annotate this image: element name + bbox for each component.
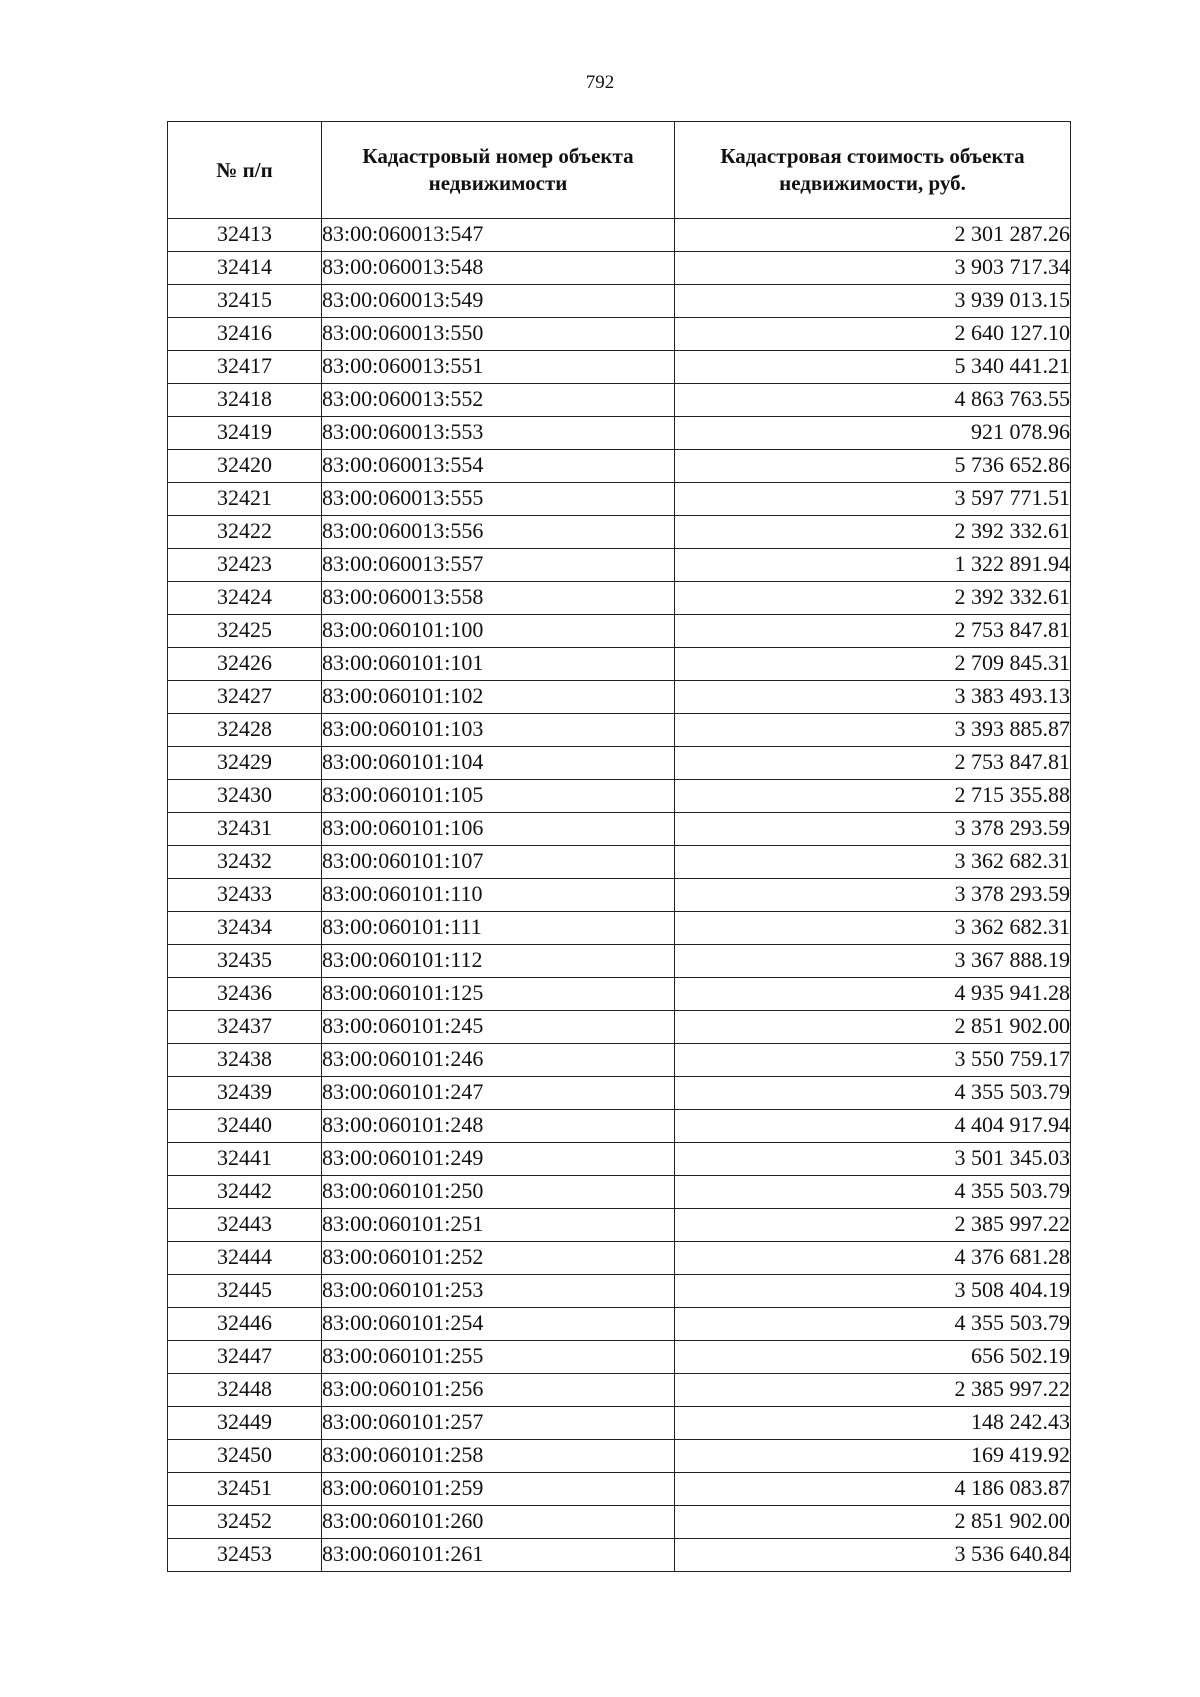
row-number-cell: 32436 <box>168 978 322 1011</box>
table-row <box>168 1044 1071 1077</box>
table-row <box>168 879 1071 912</box>
row-number-cell: 32435 <box>168 945 322 978</box>
table-row <box>168 846 1071 879</box>
row-number-cell: 32417 <box>168 351 322 384</box>
cadastral-value-cell: 3 939 013.15 <box>675 285 1071 318</box>
cadastral-number-cell: 83:00:060013:551 <box>322 351 675 384</box>
cadastral-number-cell: 83:00:060013:550 <box>322 318 675 351</box>
table-row <box>168 648 1071 681</box>
cadastral-number-cell: 83:00:060101:253 <box>322 1275 675 1308</box>
table-row <box>168 582 1071 615</box>
cadastral-value-cell: 2 392 332.61 <box>675 516 1071 549</box>
cadastral-number-cell: 83:00:060013:558 <box>322 582 675 615</box>
cadastral-value-cell: 2 392 332.61 <box>675 582 1071 615</box>
cadastral-number-cell: 83:00:060013:549 <box>322 285 675 318</box>
row-number-cell: 32425 <box>168 615 322 648</box>
cadastral-number-cell: 83:00:060101:257 <box>322 1407 675 1440</box>
cadastral-value-cell: 169 419.92 <box>675 1440 1071 1473</box>
row-number-cell: 32447 <box>168 1341 322 1374</box>
row-number-cell: 32418 <box>168 384 322 417</box>
table-row <box>168 615 1071 648</box>
cadastral-number-cell: 83:00:060013:547 <box>322 219 675 252</box>
cadastral-number-cell: 83:00:060013:556 <box>322 516 675 549</box>
cadastral-number-cell: 83:00:060101:246 <box>322 1044 675 1077</box>
row-number-cell: 32420 <box>168 450 322 483</box>
cadastral-number-cell: 83:00:060101:250 <box>322 1176 675 1209</box>
table-row <box>168 1077 1071 1110</box>
row-number-cell: 32438 <box>168 1044 322 1077</box>
cadastral-number-cell: 83:00:060101:245 <box>322 1011 675 1044</box>
cadastral-value-cell: 656 502.19 <box>675 1341 1071 1374</box>
cadastral-value-cell: 921 078.96 <box>675 417 1071 450</box>
header-row-number: № п/п <box>168 122 322 219</box>
table-row <box>168 351 1071 384</box>
row-number-cell: 32415 <box>168 285 322 318</box>
cadastral-number-cell: 83:00:060101:261 <box>322 1539 675 1572</box>
cadastral-number-cell: 83:00:060101:260 <box>322 1506 675 1539</box>
cadastral-value-cell: 5 340 441.21 <box>675 351 1071 384</box>
cadastral-value-cell: 3 362 682.31 <box>675 846 1071 879</box>
cadastral-value-cell: 2 753 847.81 <box>675 747 1071 780</box>
cadastral-value-cell: 2 301 287.26 <box>675 219 1071 252</box>
cadastral-value-cell: 4 376 681.28 <box>675 1242 1071 1275</box>
row-number-cell: 32429 <box>168 747 322 780</box>
table-row <box>168 747 1071 780</box>
cadastral-number-cell: 83:00:060101:102 <box>322 681 675 714</box>
cadastral-value-cell: 2 385 997.22 <box>675 1374 1071 1407</box>
cadastral-number-cell: 83:00:060101:254 <box>322 1308 675 1341</box>
row-number-cell: 32445 <box>168 1275 322 1308</box>
cadastral-value-cell: 3 550 759.17 <box>675 1044 1071 1077</box>
cadastral-number-cell: 83:00:060101:258 <box>322 1440 675 1473</box>
table-row <box>168 252 1071 285</box>
table-row <box>168 1539 1071 1572</box>
cadastral-number-cell: 83:00:060101:104 <box>322 747 675 780</box>
row-number-cell: 32451 <box>168 1473 322 1506</box>
cadastral-value-cell: 4 863 763.55 <box>675 384 1071 417</box>
table-row <box>168 1242 1071 1275</box>
table-row <box>168 1341 1071 1374</box>
table-row <box>168 318 1071 351</box>
cadastral-number-cell: 83:00:060013:555 <box>322 483 675 516</box>
cadastral-value-cell: 5 736 652.86 <box>675 450 1071 483</box>
cadastral-number-cell: 83:00:060013:554 <box>322 450 675 483</box>
cadastral-number-cell: 83:00:060101:112 <box>322 945 675 978</box>
cadastral-value-cell: 2 709 845.31 <box>675 648 1071 681</box>
cadastral-number-cell: 83:00:060101:106 <box>322 813 675 846</box>
table-row <box>168 1209 1071 1242</box>
row-number-cell: 32430 <box>168 780 322 813</box>
cadastral-value-cell: 3 508 404.19 <box>675 1275 1071 1308</box>
row-number-cell: 32450 <box>168 1440 322 1473</box>
row-number-cell: 32432 <box>168 846 322 879</box>
cadastral-number-cell: 83:00:060101:259 <box>322 1473 675 1506</box>
table-row <box>168 1506 1071 1539</box>
cadastral-value-cell: 2 715 355.88 <box>675 780 1071 813</box>
row-number-cell: 32414 <box>168 252 322 285</box>
table-row <box>168 384 1071 417</box>
cadastral-number-cell: 83:00:060101:125 <box>322 978 675 1011</box>
row-number-cell: 32427 <box>168 681 322 714</box>
cadastral-value-cell: 3 362 682.31 <box>675 912 1071 945</box>
cadastral-number-cell: 83:00:060101:251 <box>322 1209 675 1242</box>
cadastral-value-cell: 2 385 997.22 <box>675 1209 1071 1242</box>
row-number-cell: 32448 <box>168 1374 322 1407</box>
row-number-cell: 32449 <box>168 1407 322 1440</box>
row-number-cell: 32413 <box>168 219 322 252</box>
table-body <box>168 219 1071 1572</box>
table-row <box>168 483 1071 516</box>
cadastral-number-cell: 83:00:060101:256 <box>322 1374 675 1407</box>
row-number-cell: 32441 <box>168 1143 322 1176</box>
cadastral-number-cell: 83:00:060101:247 <box>322 1077 675 1110</box>
row-number-cell: 32453 <box>168 1539 322 1572</box>
row-number-cell: 32437 <box>168 1011 322 1044</box>
row-number-cell: 32444 <box>168 1242 322 1275</box>
row-number-cell: 32452 <box>168 1506 322 1539</box>
table-row <box>168 1308 1071 1341</box>
cadastral-value-cell: 4 355 503.79 <box>675 1077 1071 1110</box>
table-row <box>168 1374 1071 1407</box>
cadastral-value-cell: 3 393 885.87 <box>675 714 1071 747</box>
table-row <box>168 285 1071 318</box>
header-row <box>168 122 1071 219</box>
row-number-cell: 32443 <box>168 1209 322 1242</box>
cadastral-value-cell: 3 597 771.51 <box>675 483 1071 516</box>
cadastral-number-cell: 83:00:060013:552 <box>322 384 675 417</box>
table-row <box>168 417 1071 450</box>
cadastral-value-cell: 4 935 941.28 <box>675 978 1071 1011</box>
table-header <box>168 122 1071 219</box>
table-row <box>168 219 1071 252</box>
cadastral-number-cell: 83:00:060101:107 <box>322 846 675 879</box>
cadastral-value-cell: 4 355 503.79 <box>675 1176 1071 1209</box>
cadastral-number-cell: 83:00:060101:110 <box>322 879 675 912</box>
cadastral-value-cell: 2 851 902.00 <box>675 1011 1071 1044</box>
table-row <box>168 813 1071 846</box>
row-number-cell: 32440 <box>168 1110 322 1143</box>
table-row <box>168 450 1071 483</box>
table-row <box>168 1440 1071 1473</box>
cadastral-value-cell: 2 851 902.00 <box>675 1506 1071 1539</box>
cadastral-value-cell: 1 322 891.94 <box>675 549 1071 582</box>
cadastral-value-cell: 3 378 293.59 <box>675 813 1071 846</box>
cadastral-number-cell: 83:00:060101:255 <box>322 1341 675 1374</box>
cadastral-value-cell: 3 903 717.34 <box>675 252 1071 285</box>
table-row <box>168 1143 1071 1176</box>
table-row <box>168 1011 1071 1044</box>
header-cadastral-number: Кадастровый номер объекта недвижимости <box>322 122 675 219</box>
cadastral-number-cell: 83:00:060013:553 <box>322 417 675 450</box>
table-row <box>168 1275 1071 1308</box>
row-number-cell: 32431 <box>168 813 322 846</box>
row-number-cell: 32439 <box>168 1077 322 1110</box>
cadastral-value-cell: 3 383 493.13 <box>675 681 1071 714</box>
table-row <box>168 714 1071 747</box>
cadastral-value-cell: 4 355 503.79 <box>675 1308 1071 1341</box>
row-number-cell: 32419 <box>168 417 322 450</box>
cadastral-value-cell: 2 753 847.81 <box>675 615 1071 648</box>
cadastral-number-cell: 83:00:060101:100 <box>322 615 675 648</box>
table-row <box>168 549 1071 582</box>
cadastral-value-table <box>167 121 1071 1572</box>
table-row <box>168 780 1071 813</box>
table-row <box>168 978 1071 1011</box>
row-number-cell: 32416 <box>168 318 322 351</box>
cadastral-value-cell: 4 404 917.94 <box>675 1110 1071 1143</box>
page-number: 792 <box>585 72 615 93</box>
table-row <box>168 1407 1071 1440</box>
row-number-cell: 32446 <box>168 1308 322 1341</box>
row-number-cell: 32442 <box>168 1176 322 1209</box>
table-row <box>168 1473 1071 1506</box>
table-row <box>168 681 1071 714</box>
table-row <box>168 1110 1071 1143</box>
row-number-cell: 32426 <box>168 648 322 681</box>
cadastral-number-cell: 83:00:060101:101 <box>322 648 675 681</box>
cadastral-number-cell: 83:00:060101:103 <box>322 714 675 747</box>
cadastral-value-cell: 3 378 293.59 <box>675 879 1071 912</box>
cadastral-number-cell: 83:00:060101:249 <box>322 1143 675 1176</box>
cadastral-value-cell: 3 501 345.03 <box>675 1143 1071 1176</box>
cadastral-value-cell: 2 640 127.10 <box>675 318 1071 351</box>
row-number-cell: 32433 <box>168 879 322 912</box>
header-cadastral-value: Кадастровая стоимость объекта недвижимости, руб. <box>675 122 1071 219</box>
cadastral-value-cell: 4 186 083.87 <box>675 1473 1071 1506</box>
table-row <box>168 945 1071 978</box>
cadastral-number-cell: 83:00:060013:548 <box>322 252 675 285</box>
row-number-cell: 32434 <box>168 912 322 945</box>
table-row <box>168 912 1071 945</box>
row-number-cell: 32424 <box>168 582 322 615</box>
table-row <box>168 1176 1071 1209</box>
row-number-cell: 32421 <box>168 483 322 516</box>
row-number-cell: 32422 <box>168 516 322 549</box>
row-number-cell: 32428 <box>168 714 322 747</box>
cadastral-number-cell: 83:00:060101:105 <box>322 780 675 813</box>
cadastral-number-cell: 83:00:060013:557 <box>322 549 675 582</box>
cadastral-value-cell: 3 367 888.19 <box>675 945 1071 978</box>
cadastral-number-cell: 83:00:060101:248 <box>322 1110 675 1143</box>
cadastral-value-cell: 3 536 640.84 <box>675 1539 1071 1572</box>
table-row <box>168 516 1071 549</box>
cadastral-number-cell: 83:00:060101:252 <box>322 1242 675 1275</box>
row-number-cell: 32423 <box>168 549 322 582</box>
cadastral-value-cell: 148 242.43 <box>675 1407 1071 1440</box>
cadastral-number-cell: 83:00:060101:111 <box>322 912 675 945</box>
